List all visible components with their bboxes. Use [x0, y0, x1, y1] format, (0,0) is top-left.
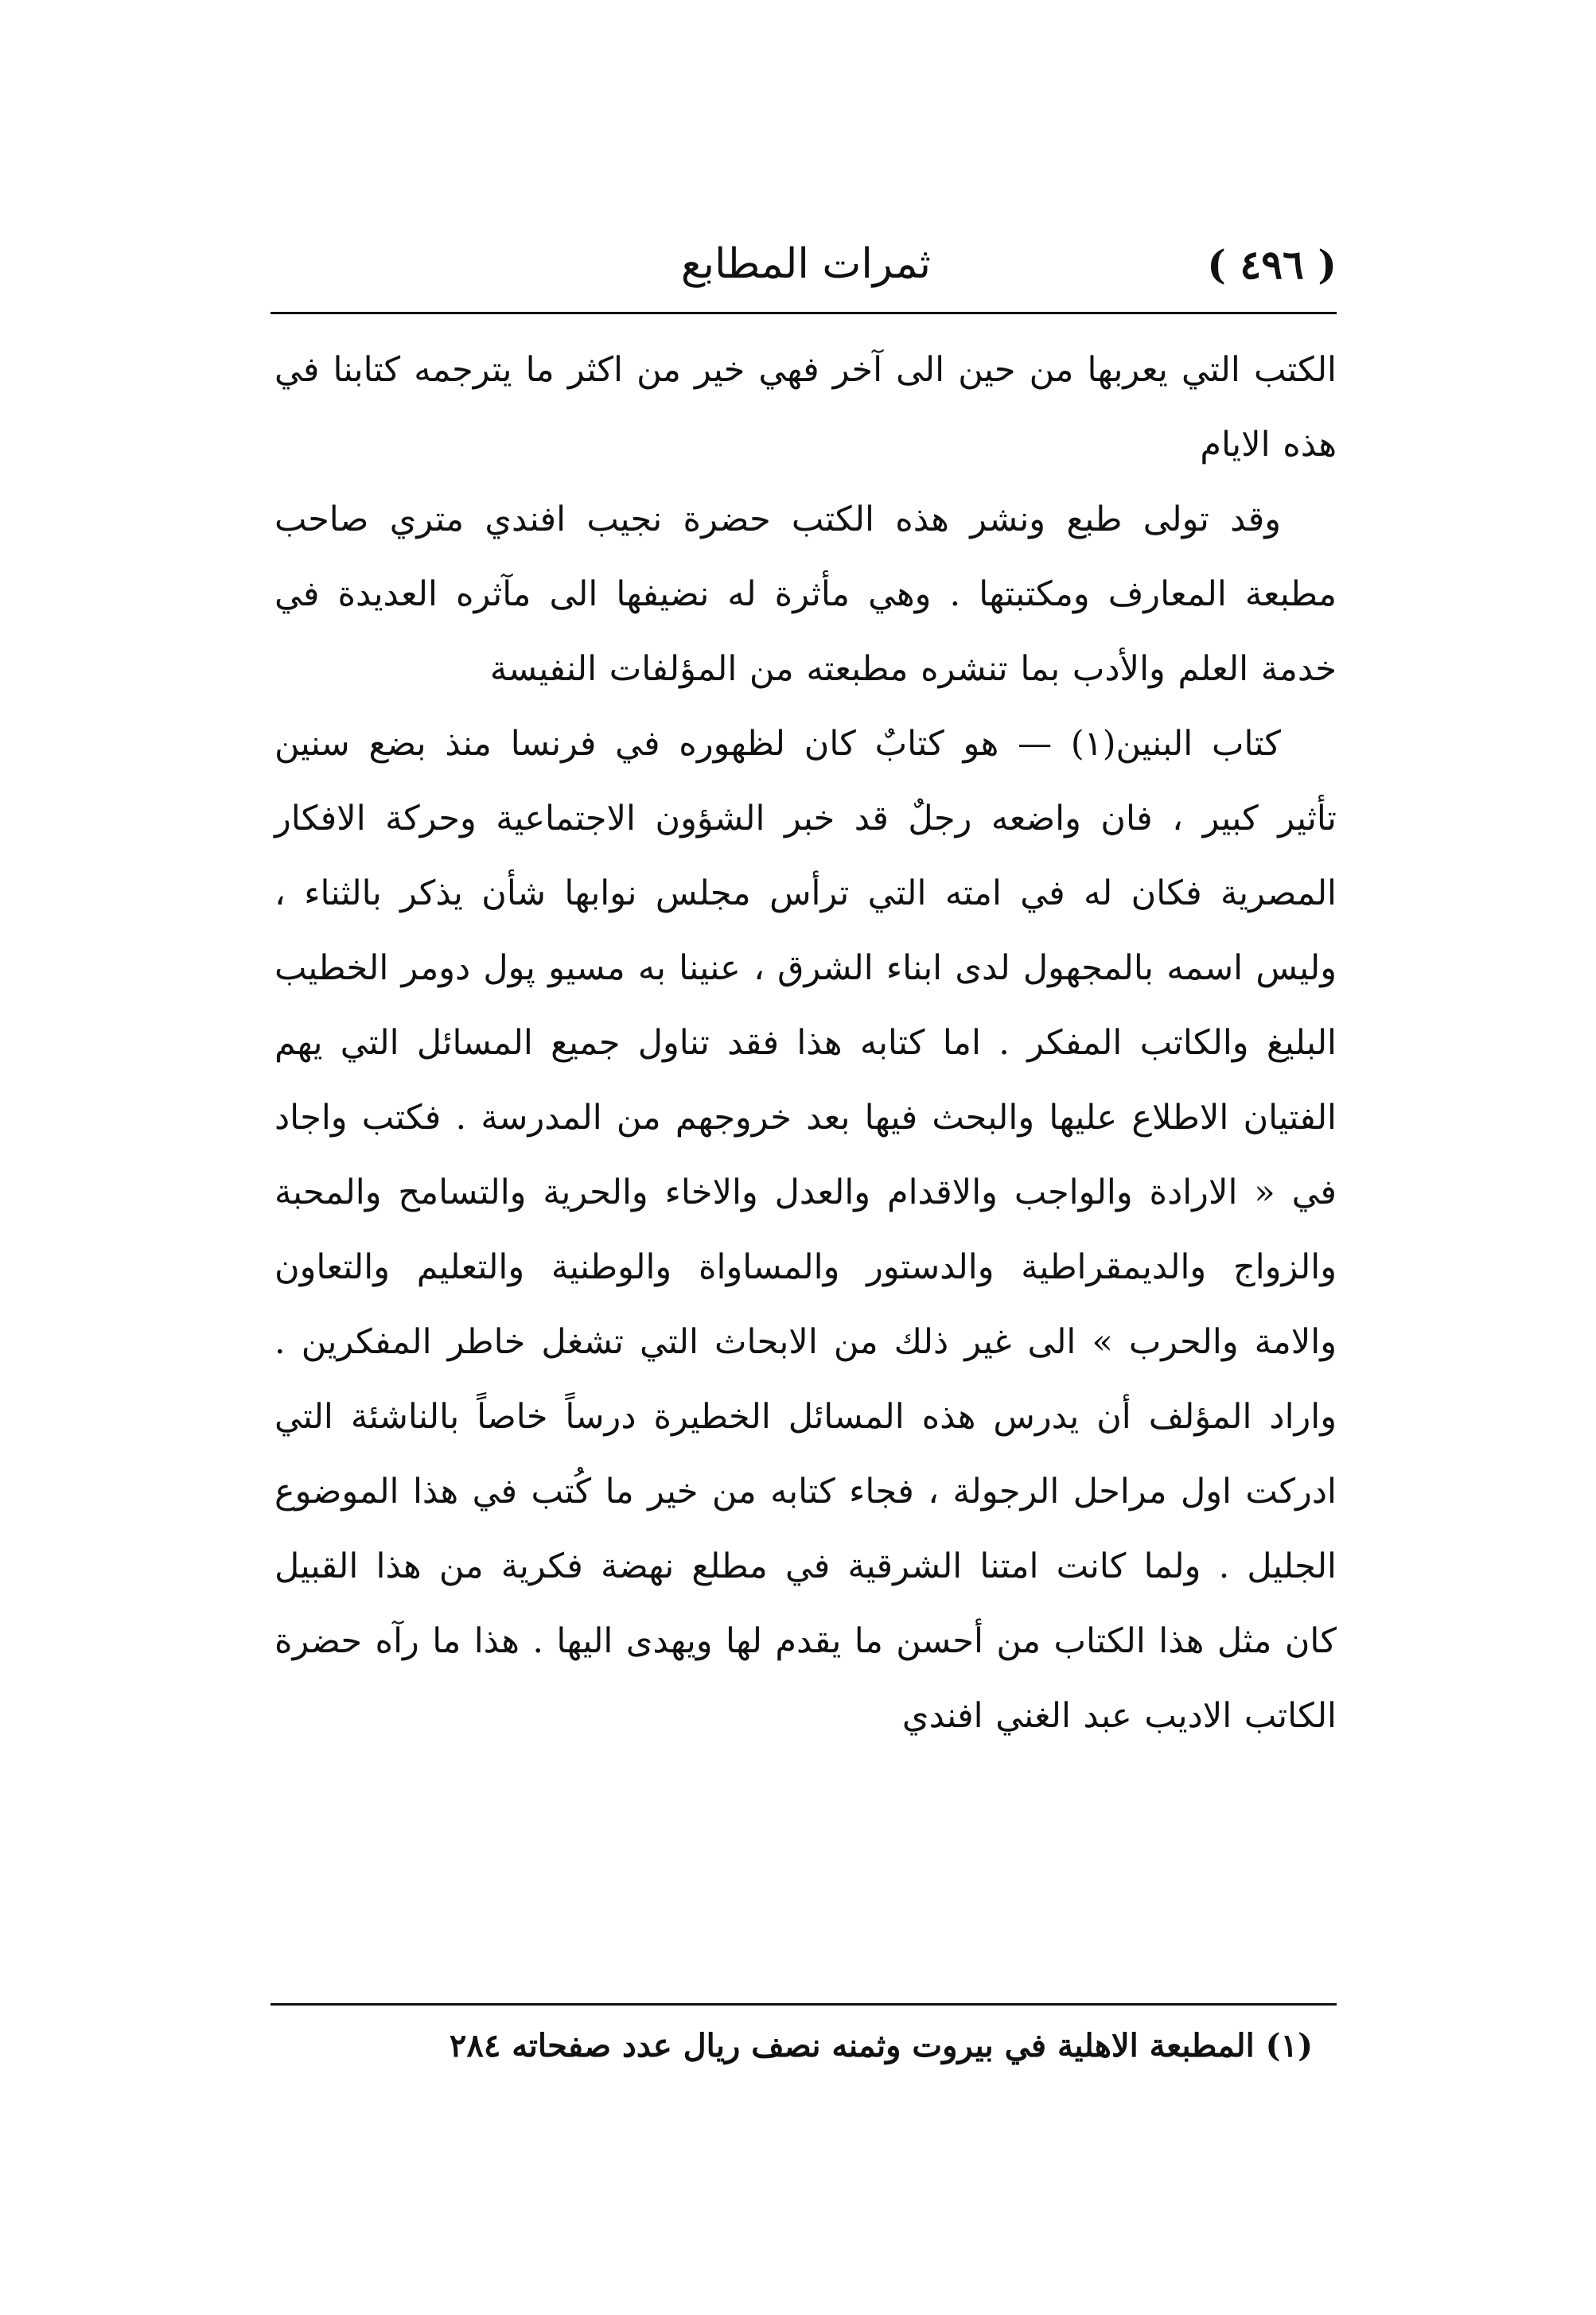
page-header — [271, 232, 1337, 304]
footnote: (١) المطبعة الاهلية في بيروت وثمنه نصف ريال عدد صفحاته ٢٨٤ — [449, 2027, 1313, 2064]
paragraph-book-review: كتاب البنين(١) — هو كتابٌ كان لظهوره في فرنسا منذ بضع سنين تأثير كبير ، فان واضعه رجلٌ قد خبر الشؤون الاجتماعية وحركة الافكار المصرية فكان له في امته التي ترأس مجلس نوابها شأن يذكر بالثناء ، وليس اسمه بالمجهول لدى ابناء الشرق ، عنينا به مسيو پول دومر الخطيب البليغ والكاتب المفكر . اما كتابه هذا فقد تناول جميع المسائل التي يهم الفتيان الاطلاع عليها والبحث فيها بعد خروجهم من المدرسة . فكتب واجاد في « الارادة والواجب والاقدام والعدل والاخاء والحرية والتسامح والمحبة والزواج والديمقراطية والدستور والمساواة والوطنية والتعليم والتعاون والامة والحرب » الى غير ذلك من الابحاث التي تشغل خاطر المفكرين . واراد المؤلف أن يدرس هذه المسائل الخطيرة درساً خاصاً بالناشئة التي ادركت اول مراحل الرجولة ، فجاء كتابه من خير ما كُتب في هذا الموضوع الجليل . ولما كانت امتنا الشرقية في مطلع نهضة فكرية من هذا القبيل كان مثل هذا الكتاب من أحسن ما يقدم لها ويهدى اليها . هذا ما رآه حضرة الكاتب الاديب عبد الغني افندي — [274, 724, 1337, 1736]
footnote-rule — [271, 2003, 1337, 2006]
paragraph-publisher-note: وقد تولى طبع ونشر هذه الكتب حضرة نجيب افندي متري صاحب مطبعة المعارف ومكتبتها . وهي مأثرة له نضيفها الى مآثره العديدة في خدمة العلم والأدب بما تنشره مطبعته من المؤلفات النفيسة — [274, 500, 1337, 689]
page-number: ( ٤٩٦ ) — [1207, 241, 1337, 288]
body-text — [274, 333, 1337, 1753]
paragraph-continuation: الكتب التي يعربها من حين الى آخر فهي خير من اكثر ما يترجمه كتابنا في هذه الايام — [274, 350, 1337, 465]
header-rule — [271, 312, 1337, 314]
running-title: ثمرات المطابع — [680, 240, 931, 288]
